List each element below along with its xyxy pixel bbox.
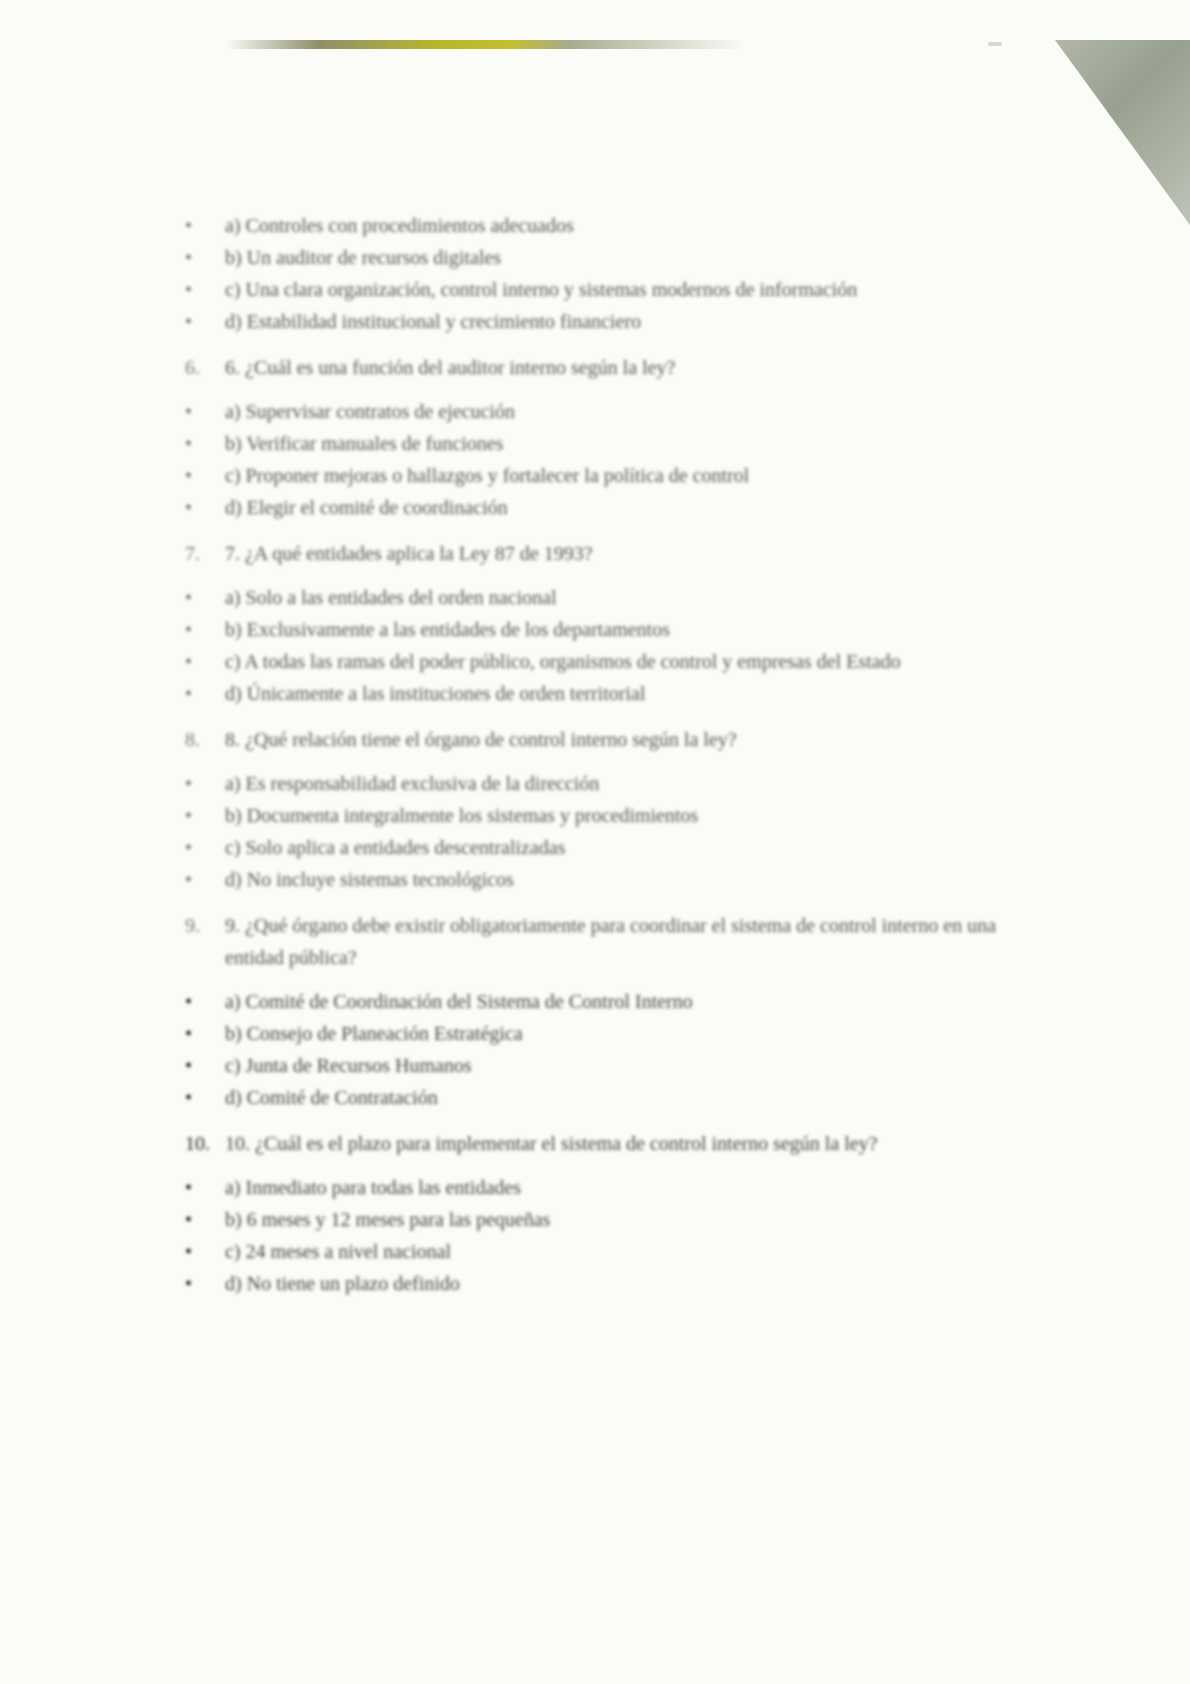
option-text: d) Comité de Contratación: [225, 1087, 438, 1109]
bullet-icon: [185, 460, 215, 492]
corner-decoration: [1055, 40, 1190, 225]
bullet-icon: [185, 1268, 215, 1300]
option-item: [180, 1204, 1020, 1236]
option-text: a) Comité de Coordinación del Sistema de Control Interno: [225, 991, 693, 1013]
question-text: 7. ¿A qué entidades aplica la Ley 87 de 1993?: [225, 543, 593, 565]
option-text: b) Verificar manuales de funciones: [225, 433, 504, 455]
option-text: b) Documenta integralmente los sistemas y procedimientos: [225, 805, 699, 827]
questionnaire-body: [180, 210, 1020, 1300]
option-text: a) Inmediato para todas las entidades: [225, 1177, 521, 1199]
option-text: d) Estabilidad institucional y crecimiento financiero: [225, 311, 641, 333]
bullet-icon: [185, 582, 215, 614]
option-item: [180, 396, 1020, 428]
option-item: [180, 1268, 1020, 1300]
bullet-icon: [185, 614, 215, 646]
option-item: [180, 274, 1020, 306]
option-text: c) Una clara organización, control interno y sistemas modernos de información: [225, 279, 858, 301]
option-item: [180, 1082, 1020, 1114]
question-number: 6.: [185, 357, 200, 379]
question-item: [180, 352, 1020, 384]
option-text: a) Controles con procedimientos adecuados: [225, 215, 574, 237]
bullet-icon: [185, 1050, 215, 1082]
option-text: d) Elegir el comité de coordinación: [225, 497, 508, 519]
bullet-icon: [185, 800, 215, 832]
option-text: c) Solo aplica a entidades descentralizadas: [225, 837, 566, 859]
bullet-icon: [185, 1018, 215, 1050]
option-item: [180, 210, 1020, 242]
option-item: [180, 428, 1020, 460]
option-item: [180, 242, 1020, 274]
bullet-icon: [185, 768, 215, 800]
option-text: b) 6 meses y 12 meses para las pequeñas: [225, 1209, 551, 1231]
bullet-icon: [185, 396, 215, 428]
bullet-icon: [185, 646, 215, 678]
option-item: [180, 582, 1020, 614]
bullet-icon: [185, 492, 215, 524]
option-text: a) Supervisar contratos de ejecución: [225, 401, 515, 423]
bullet-icon: [185, 1082, 215, 1114]
bullet-icon: [185, 210, 215, 242]
question-text: 9. ¿Qué órgano debe existir obligatoriamente para coordinar el sistema de control interno en una entidad pública?: [225, 915, 997, 969]
question-text: 8. ¿Qué relación tiene el órgano de control interno según la ley?: [225, 729, 737, 751]
option-text: c) Junta de Recursos Humanos: [225, 1055, 472, 1077]
option-item: [180, 460, 1020, 492]
bullet-icon: [185, 678, 215, 710]
bullet-icon: [185, 986, 215, 1018]
option-item: [180, 614, 1020, 646]
option-item: [180, 492, 1020, 524]
option-text: b) Consejo de Planeación Estratégica: [225, 1023, 523, 1045]
question-number: 7.: [185, 543, 200, 565]
question-item: [180, 538, 1020, 570]
option-item: [180, 1018, 1020, 1050]
option-text: a) Es responsabilidad exclusiva de la dirección: [225, 773, 600, 795]
bullet-icon: [185, 428, 215, 460]
option-item: [180, 1172, 1020, 1204]
question-number: 8.: [185, 729, 200, 751]
option-text: d) No incluye sistemas tecnológicos: [225, 869, 514, 891]
option-text: d) No tiene un plazo definido: [225, 1273, 460, 1295]
question-text: 10. ¿Cuál es el plazo para implementar el sistema de control interno según la ley?: [225, 1133, 878, 1155]
bullet-icon: [185, 1204, 215, 1236]
bullet-icon: [185, 832, 215, 864]
option-text: d) Únicamente a las instituciones de orden territorial: [225, 683, 646, 705]
question-number: 10.: [185, 1133, 210, 1155]
question-text: 6. ¿Cuál es una función del auditor interno según la ley?: [225, 357, 676, 379]
bullet-icon: [185, 1236, 215, 1268]
bullet-icon: [185, 864, 215, 896]
option-text: c) 24 meses a nivel nacional: [225, 1241, 452, 1263]
option-item: [180, 986, 1020, 1018]
option-item: [180, 832, 1020, 864]
bullet-icon: [185, 274, 215, 306]
option-item: [180, 800, 1020, 832]
option-item: [180, 1236, 1020, 1268]
option-item: [180, 678, 1020, 710]
question-number: 9.: [185, 915, 200, 937]
header-decoration-bar: [225, 40, 745, 49]
bullet-icon: [185, 306, 215, 338]
bullet-icon: [185, 1172, 215, 1204]
question-item: [180, 724, 1020, 756]
option-item: [180, 768, 1020, 800]
question-item: [180, 910, 1020, 974]
option-text: c) A todas las ramas del poder público, organismos de control y empresas del Estado: [225, 651, 901, 673]
header-decoration-dot: [988, 42, 1002, 46]
option-text: a) Solo a las entidades del orden nacional: [225, 587, 557, 609]
option-text: b) Exclusivamente a las entidades de los departamentos: [225, 619, 670, 641]
option-item: [180, 1050, 1020, 1082]
option-text: b) Un auditor de recursos digitales: [225, 247, 502, 269]
question-item: [180, 1128, 1020, 1160]
option-item: [180, 646, 1020, 678]
bullet-icon: [185, 242, 215, 274]
option-text: c) Proponer mejoras o hallazgos y fortalecer la política de control: [225, 465, 750, 487]
option-item: [180, 864, 1020, 896]
option-item: [180, 306, 1020, 338]
